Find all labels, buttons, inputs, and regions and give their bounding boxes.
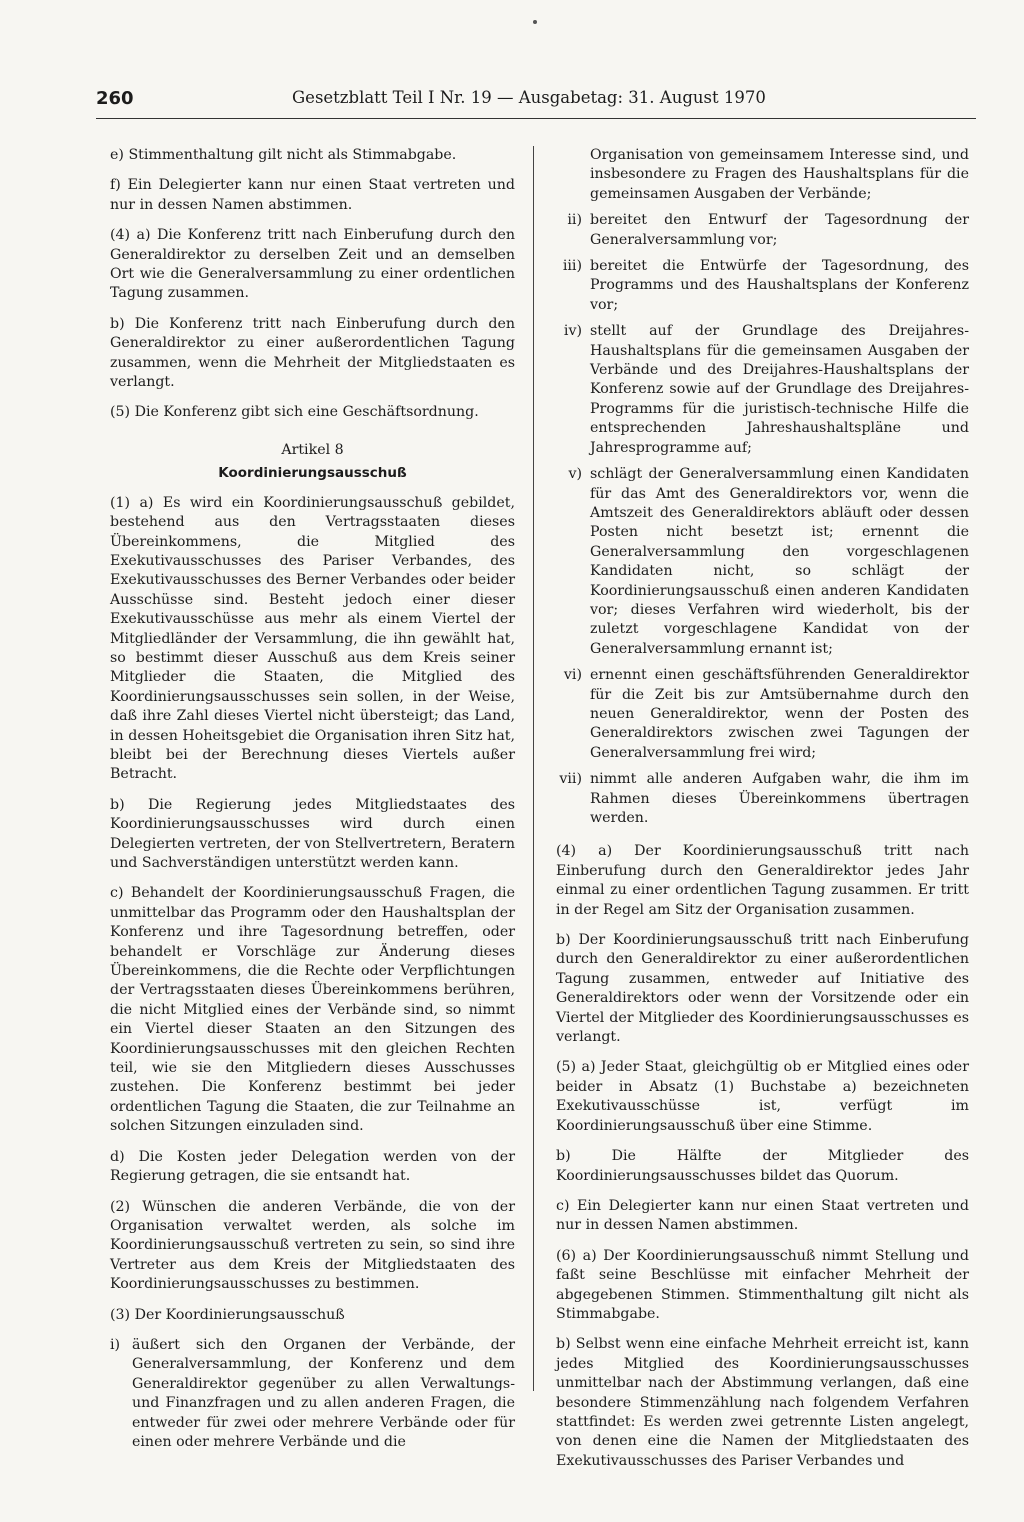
page-number: 260 xyxy=(96,88,134,109)
left-column xyxy=(110,146,515,1459)
column-divider xyxy=(533,146,534,1391)
list-text: äußert sich den Organen der Verbände, der Generalversammlung, der Konferenz und dem Generaldirektor gegenüber zu allen Verwaltungs- und Finanzfragen und zu allen anderen Fragen, die entweder für zwei oder mehrere Verbände oder für einen oder mehrere Verbände und die xyxy=(132,1336,515,1450)
list-item-vii xyxy=(556,770,969,828)
print-speck xyxy=(533,20,537,24)
list-text: bereitet den Entwurf der Tagesordnung der Generalversammlung vor; xyxy=(590,212,969,248)
paragraph-3e: e) Stimmenthaltung gilt nicht als Stimmabgabe. xyxy=(110,147,457,163)
paragraph-6b: b) Selbst wenn eine einfache Mehrheit erreicht ist, kann jedes Mitglied des Koordinierungsausschusses unmittelbar nach der Abstimmung verlangen, daß eine besondere Stimmenzählung nach folgendem Verfahren stattfindet: Es werden zwei getrennte Listen angelegt, von denen eine die Namen der Mitgliedstaaten des Exekutivausschusses des Pariser Verbandes und xyxy=(556,1336,969,1469)
paragraph-3f: f) Ein Delegierter kann nur einen Staat vertreten und nur in dessen Namen abstimmen. xyxy=(110,177,515,213)
list-item-vi xyxy=(556,666,969,763)
right-column xyxy=(556,146,969,1482)
paragraph-5: (5) Die Konferenz gibt sich eine Geschäftsordnung. xyxy=(110,404,479,421)
list-marker: i) xyxy=(110,1336,121,1353)
paragraph-4a: (4) a) Der Koordinierungsausschuß tritt nach Einberufung durch den Generaldirektor jedes Jahr einmal zu einer ordentlichen Tagung zusammen. Er tritt in der Regel am Sitz der Organisation zusammen. xyxy=(556,843,969,918)
list-text: schlägt der Generalversammlung einen Kandidaten für das Amt des Generaldirektors vor, wenn die Amtszeit des Generaldirektors abläuft oder dessen Posten nicht besetzt ist; ernennt die Generalversammlung den vorgeschlagenen Kandidaten nicht, so schlägt der Koordinierungsausschuß einen anderen Kandidaten vor; dieses Verfahren wird wiederholt, bis der zuletzt vorgeschlagene Kandidat von der Generalversammlung ernannt ist; xyxy=(590,466,969,657)
list-text: stellt auf der Grundlage des Dreijahres-Haushaltsplans für die gemeinsamen Ausgaben der Verbände und des Dreijahres-Haushaltsplans der Konferenz sowie auf der Grundlage des Dreijahres-Programms für die juristisch-technische Hilfe die entsprechenden Jahreshaushaltspläne und Jahresprogramme auf; xyxy=(590,323,969,456)
list-item-v xyxy=(556,465,969,659)
paragraph-4a: (4) a) Die Konferenz tritt nach Einberufung durch den Generaldirektor zu derselben Zeit und an demselben Ort wie die Generalversammlung zu einer ordentlichen Tagung zusammen. xyxy=(110,227,515,302)
header-rule xyxy=(96,118,976,119)
paragraph-4b: b) Der Koordinierungsausschuß tritt nach Einberufung durch den Generaldirektor zu einer außerordentlichen Tagung zusammen, entweder auf Initiative des Generaldirektors oder wenn der Vorsitzende oder ein Viertel der Mitglieder des Koordinierungsausschusses es verlangt. xyxy=(556,932,969,1046)
list-item-iii xyxy=(556,257,969,315)
paragraph-2: (2) Wünschen die anderen Verbände, die von der Organisation verwaltet werden, als solche im Koordinierungsausschuß vertreten zu sein, so sind ihre Vertreter aus dem Kreis der Mitgliedstaaten des Koordinierungsausschusses zu bestimmen. xyxy=(110,1198,515,1293)
paragraph-1d: d) Die Kosten jeder Delegation werden von der Regierung getragen, die sie entsandt hat. xyxy=(110,1148,515,1185)
list-item-iv xyxy=(556,322,969,458)
paragraph-3: (3) Der Koordinierungsausschuß xyxy=(110,1306,345,1323)
list-item-ii xyxy=(556,211,969,250)
list-item-i-continuation: Organisation von gemeinsamem Interesse sind, und insbesondere zu Fragen des Haushaltsplans für die gemeinsamen Ausgaben der Verbände; xyxy=(590,147,969,202)
paragraph-5c: c) Ein Delegierter kann nur einen Staat vertreten und nur in dessen Namen abstimmen. xyxy=(556,1197,969,1234)
paragraph-1c: c) Behandelt der Koordinierungsausschuß Fragen, die unmittelbar das Programm oder den Haushaltsplan der Konferenz und ihre Tagesordnung betreffen, oder behandelt er Vorschläge zur Änderung dieses Übereinkommens, die die Rechte oder Verpflichtungen der Vertragsstaaten dieses Übereinkommens berühren, die nicht Mitglied eines der Verbände sind, so nimmt ein Viertel dieser Staaten an den Sitzungen des Koordinierungsausschusses mit den gleichen Rechten teil, wie sie den Mitgliedern dieses Ausschusses zustehen. Die Konferenz bestimmt bei jeder ordentlichen Tagung die Staaten, die zur Teilnahme an solchen Sitzungen einzuladen sind. xyxy=(110,885,515,1135)
list-text: nimmt alle anderen Aufgaben wahr, die ihm im Rahmen dieses Übereinkommens übertragen werden. xyxy=(590,771,969,826)
list-marker: vi) xyxy=(563,667,582,684)
list-marker: v) xyxy=(568,466,582,483)
list-marker: iv) xyxy=(563,323,582,340)
list-text: bereitet die Entwürfe der Tagesordnung, des Programms und des Haushaltsplans der Konferenz vor; xyxy=(590,258,969,313)
paragraph-5a: (5) a) Jeder Staat, gleichgültig ob er Mitglied eines oder beider in Absatz (1) Buchstabe a) bezeichneten Exekutivausschüsse ist, verfügt im Koordinierungsausschuß über eine Stimme. xyxy=(556,1059,969,1134)
paragraph-1a: (1) a) Es wird ein Koordinierungsausschuß gebildet, bestehend aus den Vertragsstaaten dieses Übereinkommens, die Mitglied des Exekutivausschusses des Pariser Verbandes, des Exekutivausschusses des Berner Verbandes oder beider Ausschüsse sind. Besteht jedoch einer dieser Exekutivausschüsse aus mehr als einem Viertel der Mitgliedländer der Versammlung, die ihn gewählt hat, so bestimmt dieser Ausschuß aus dem Kreis seiner Mitglieder die Staaten, die Mitglied des Koordinierungsausschusses sein sollen, in der Weise, daß ihre Zahl dieses Viertel nicht übersteigt; das Land, in dessen Hoheitsgebiet die Organisation ihren Sitz hat, bleibt bei der Berechnung dieses Viertels außer Betracht. xyxy=(110,494,515,783)
list-text: ernennt einen geschäftsführenden Generaldirektor für die Zeit bis zur Amtsübernahme durch den neuen Generaldirektor, wenn der Posten des Generaldirektors zwischen zwei Tagungen der Generalversammlung frei wird; xyxy=(590,667,969,761)
article-title: Koordinierungsausschuß xyxy=(218,465,407,482)
header-title: Gesetzblatt Teil I Nr. 19 — Ausgabetag: 31. August 1970 xyxy=(292,88,766,107)
paragraph-4b: b) Die Konferenz tritt nach Einberufung durch den Generaldirektor zu einer außerordentlichen Tagung zusammen, wenn die Mehrheit der Mitgliedstaaten es verlangt. xyxy=(110,315,515,391)
list-marker: ii) xyxy=(567,212,582,229)
article-heading: Artikel 8 xyxy=(281,441,344,458)
paragraph-5b: b) Die Hälfte der Mitglieder des Koordinierungsausschusses bildet das Quorum. xyxy=(556,1148,969,1184)
paragraph-6a: (6) a) Der Koordinierungsausschuß nimmt Stellung und faßt seine Beschlüsse mit einfacher Mehrheit der abgegebenen Stimmen. Stimmenthaltung gilt nicht als Stimmabgabe. xyxy=(556,1247,969,1322)
list-marker: vii) xyxy=(559,771,582,788)
list-marker: iii) xyxy=(562,258,582,275)
page-header xyxy=(96,88,976,116)
paragraph-1b: b) Die Regierung jedes Mitgliedstaates des Koordinierungsausschusses wird durch einen Delegierten vertreten, der von Stellvertretern, Beratern und Sachverständigen unterstützt werden kann. xyxy=(110,796,515,871)
list-item-i xyxy=(110,1336,515,1452)
